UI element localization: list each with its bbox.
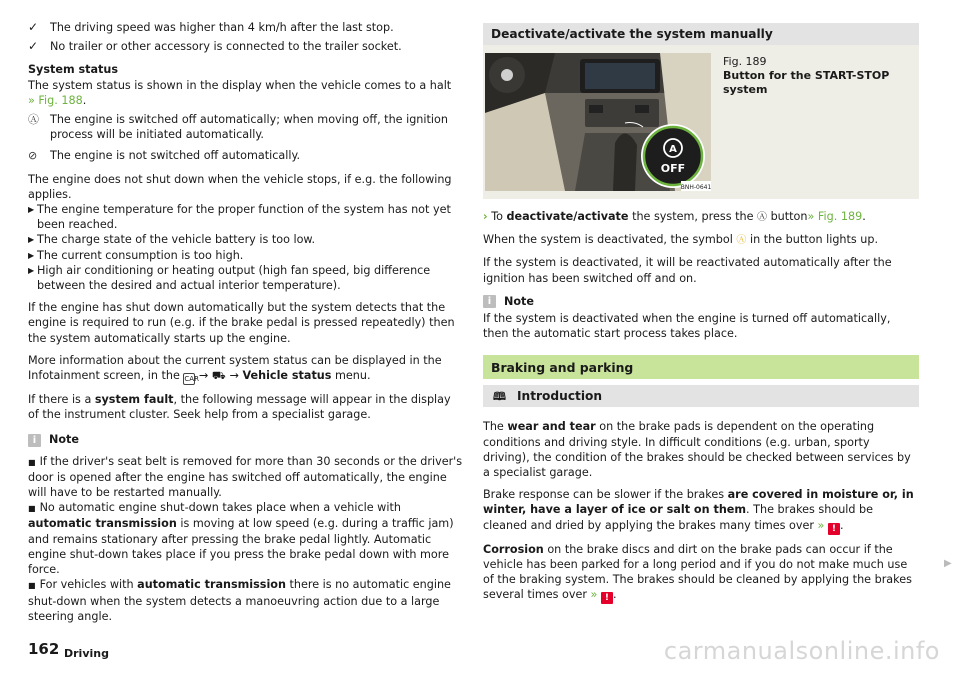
triangle-bullet-icon: ▶ bbox=[28, 250, 35, 260]
note-body bbox=[28, 454, 464, 624]
note-body: If the system is deactivated when the engine is turned off automatically, then the automatic start process takes place. bbox=[483, 312, 891, 341]
braking-section-title: Braking and parking bbox=[483, 355, 919, 379]
figure-box bbox=[483, 45, 919, 199]
svg-text:A: A bbox=[669, 144, 677, 155]
menu-name: Vehicle status bbox=[242, 369, 332, 383]
triangle-bullet-icon: ▶ bbox=[28, 265, 35, 275]
footer-section-label: Driving bbox=[64, 647, 109, 660]
symbol-row: Ⓐ The engine is switched off automatically; when moving off, the ignition process will be initiated automatically. bbox=[28, 113, 448, 142]
check-icon: ✓ bbox=[28, 39, 39, 54]
checklist-item: ✓ The driving speed was higher than 4 km/h after the last stop. bbox=[28, 20, 394, 34]
action-arrow-icon: › bbox=[483, 210, 488, 223]
start-stop-button-icon: Ⓐ bbox=[757, 212, 768, 223]
nonstop-paragraph: The engine does not shut down when the vehicle stops, if e.g. the following applies. bbox=[28, 172, 452, 201]
square-bullet-icon: ■ bbox=[28, 581, 36, 591]
figure-caption bbox=[711, 53, 919, 191]
left-column bbox=[28, 0, 464, 624]
checklist-item: ✓ No trailer or other accessory is connected to the trailer socket. bbox=[28, 39, 402, 54]
ref-arrow[interactable]: » bbox=[817, 518, 825, 532]
watermark: carmanualsonline.info bbox=[663, 637, 940, 665]
triangle-bullet-icon: ▶ bbox=[28, 235, 35, 245]
figure-caption-text: Button for the START-STOP system bbox=[723, 69, 890, 96]
start-stop-lit-icon: Ⓐ bbox=[736, 235, 747, 247]
intro-section-title: 🕮 Introduction bbox=[483, 385, 919, 407]
book-icon: 🕮 bbox=[493, 389, 506, 403]
status-paragraph: System status The system status is shown in the display when the vehicle comes to a halt » Fig. 188. bbox=[28, 63, 452, 107]
figure-label: Fig. 189 bbox=[723, 55, 767, 68]
deactivated-paragraph: When the system is deactivated, the symbol Ⓐ in the button lights up. bbox=[483, 233, 879, 247]
right-column bbox=[483, 0, 919, 611]
more-info-paragraph: More information about the current system status can be displayed in the Infotainment screen, in the CAR → ⛟ → Vehicle status menu. bbox=[28, 353, 442, 384]
dashboard-photo bbox=[485, 53, 711, 191]
list-item: ▶ The engine temperature for the proper function of the system has not yet been reached. bbox=[28, 203, 451, 232]
svg-text:BNH-0641: BNH-0641 bbox=[680, 184, 712, 191]
vehicle-icon: ⛟ bbox=[211, 369, 226, 383]
auto-start-stop-off-icon: ⊘ bbox=[28, 149, 38, 163]
list-item: ▶ The current consumption is too high. bbox=[28, 248, 244, 262]
reactivate-paragraph: If the system is deactivated, it will be reactivated automatically after the ignition has been switched off and on. bbox=[483, 256, 892, 285]
arrow-icon: → bbox=[198, 369, 209, 383]
action-paragraph: › To deactivate/activate the system, press the Ⓐ button» Fig. 189. bbox=[483, 210, 866, 223]
svg-text:OFF: OFF bbox=[660, 162, 686, 175]
response-paragraph: Brake response can be slower if the brakes are covered in moisture or, in winter, have a layer of ice or salt on them. The brakes should be cleaned and dried by applying the brakes many times over » ! . bbox=[483, 488, 914, 534]
symbol-row: ⊘ The engine is not switched off automatically. bbox=[28, 149, 301, 163]
restart-paragraph: If the engine has shut down automatically but the system detects that the engine is required to run (e.g. if the brake pedal is pressed repeatedly) then the system automatically starts up the engine. bbox=[28, 301, 455, 345]
note-header: i Note bbox=[483, 294, 919, 309]
arrow-icon: → bbox=[229, 369, 239, 383]
condition-list bbox=[28, 202, 464, 293]
square-bullet-icon: ■ bbox=[28, 457, 36, 467]
warning-icon[interactable]: ! bbox=[828, 523, 840, 535]
section-title: Deactivate/activate the system manually bbox=[483, 23, 919, 45]
triangle-bullet-icon: ▶ bbox=[28, 205, 35, 215]
warning-icon[interactable]: ! bbox=[601, 592, 613, 604]
wear-paragraph: The wear and tear on the brake pads is dependent on the operating conditions and driving style. In difficult conditions (e.g. urban, sporty driving), the condition of the brakes should be checked between services by a specialist garage. bbox=[483, 420, 911, 480]
ref-arrow[interactable]: » bbox=[590, 588, 598, 602]
fault-paragraph: If there is a system fault, the following message will appear in the display of the instrument cluster. Seek help from a specialist garage. bbox=[28, 393, 451, 422]
note-item: ■ No automatic engine shut-down takes place when a vehicle with automatic transmission is moving at low speed (e.g. during a traffic jam) and remains stationary after pressing the brake pedal lightly. Automatic engine shut-down takes place if you press the brake pedal down with more force. bbox=[28, 501, 454, 577]
info-icon: i bbox=[28, 434, 41, 447]
fig-ref-link[interactable]: » Fig. 188 bbox=[28, 93, 83, 107]
note-item: ■ For vehicles with automatic transmission there is no automatic engine shut-down when the system detects a manoeuvring action due to a large steering angle. bbox=[28, 578, 451, 623]
car-button-icon: CAR bbox=[184, 375, 199, 384]
list-item: ▶ High air conditioning or heating output (high fan speed, big difference between the desired and actual interior temperature). bbox=[28, 263, 431, 293]
page-number: 162 bbox=[28, 640, 60, 658]
figure-image bbox=[485, 53, 711, 191]
note-item: ■ If the driver's seat belt is removed for more than 30 seconds or the driver's door is opened after the engine has switched off automatically, the engine will have to be restarted manually. bbox=[28, 454, 463, 500]
note-header: i Note bbox=[28, 432, 464, 447]
next-page-arrow-icon[interactable]: ▶ bbox=[944, 558, 952, 569]
fig-ref-link[interactable]: » Fig. 189 bbox=[807, 210, 863, 223]
info-icon: i bbox=[483, 295, 496, 308]
check-icon: ✓ bbox=[28, 20, 39, 34]
auto-start-stop-on-icon: Ⓐ bbox=[28, 113, 39, 127]
list-item: ▶ The charge state of the vehicle battery is too low. bbox=[28, 233, 316, 247]
corrosion-paragraph: Corrosion on the brake discs and dirt on the brake pads can occur if the vehicle has been parked for a long period and if you do not make much use of the braking system. The brakes should be cleaned by applying the brakes several times over » ! . bbox=[483, 542, 912, 604]
square-bullet-icon: ■ bbox=[28, 504, 36, 514]
status-heading: System status bbox=[28, 63, 119, 77]
